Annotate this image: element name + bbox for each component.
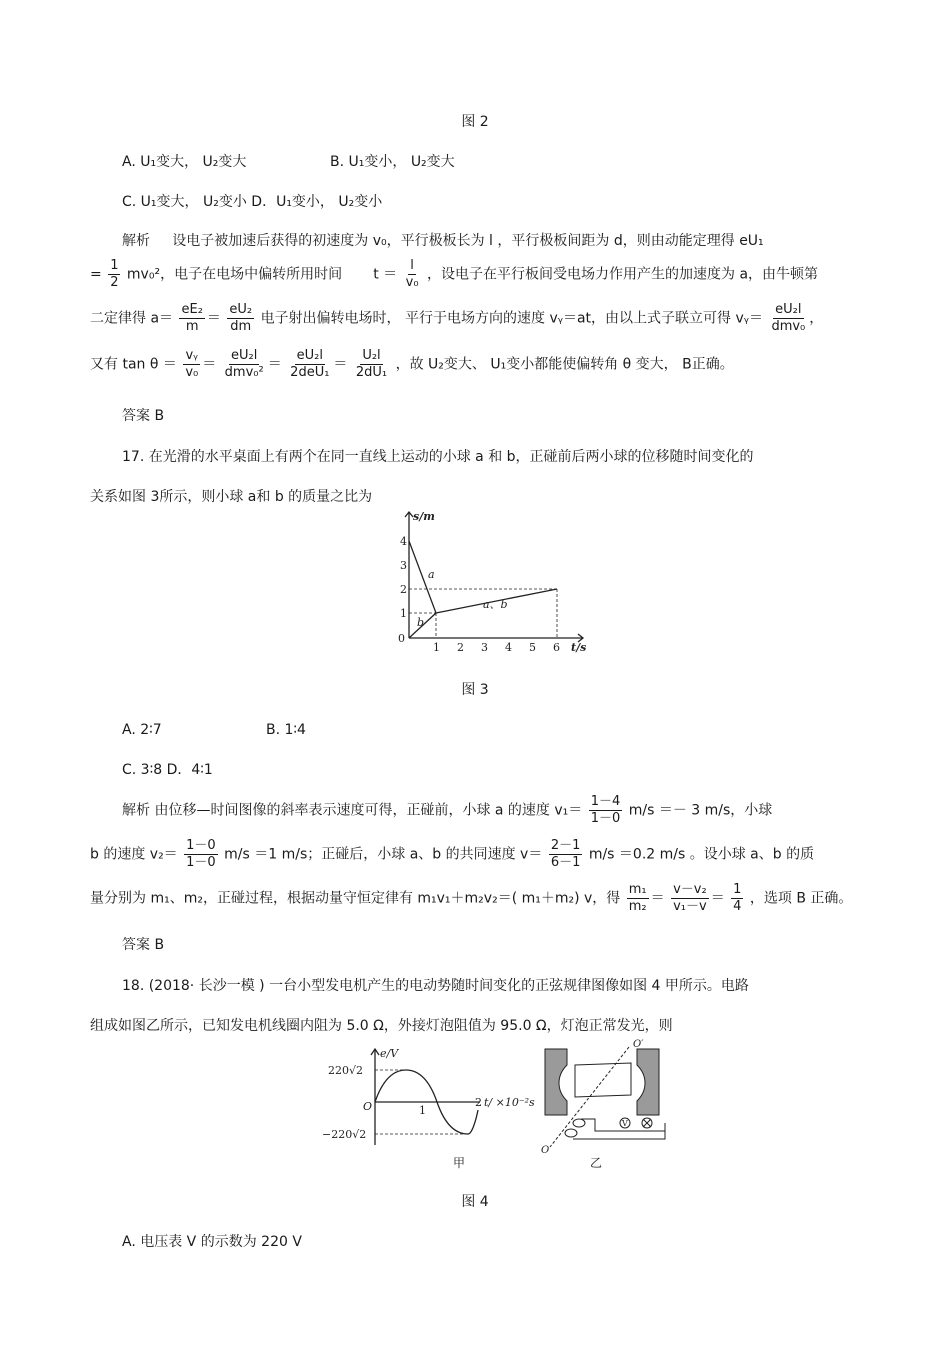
analysis-text: ，设电子在平行板间受电场力作用产生的加速度为 a，由牛顿第 (427, 266, 819, 283)
analysis-text: mv₀²，电子在电场中偏转所用时间 (126, 266, 343, 283)
q18-stem-line2: 组成如图乙所示，已知发电机线圈内阻为 5.0 Ω，外接灯泡阻值为 95.0 Ω，灯泡正常发光，则 (90, 1018, 673, 1034)
figure-3-caption: 图 3 (461, 682, 489, 698)
analysis-text: m/s ＝1 m/s；正碰后，小球 a、b 的共同速度 v＝ (224, 846, 543, 863)
x-tick-label: 1 (419, 1104, 426, 1117)
generator-diagram (535, 1035, 675, 1175)
axis-label-top: O′ (633, 1039, 644, 1050)
analysis-label: 解析 (122, 233, 150, 249)
q17-answer: 答案 B (122, 937, 165, 953)
slip-ring (565, 1129, 577, 1137)
fraction: $\frac{1-4}{1-0}$ (590, 794, 621, 826)
fraction: $\frac{\text{v－v₂}}{\text{v₁－v}}$ (673, 882, 707, 914)
x-axis-label: t/ ×10⁻²s (484, 1096, 535, 1109)
q17-stem-line2: 关系如图 3所示，则小球 a和 b 的质量之比为 (90, 489, 373, 505)
fraction: $\frac{2-1}{6-1}$ (550, 838, 581, 870)
x-tick-label: 5 (529, 641, 536, 654)
q16-option-cd: C. U₁变大， U₂变小 D．U₁变小， U₂变小 (122, 194, 383, 210)
q16-analysis-line4: 又有 tan θ ＝ $\frac{\text{vᵧ}}{\text{v₀}}$ ＝ $\frac{\text{eU₂l}}{\text{dmv₀²}}$ ＝ $\frac{\text{eU₂l}}{\text{2deU₁}}$ ＝ $\frac{\text{U₂l}}{\text{2dU₁}}$ ，故 U₂变大、 U₁变小都能使偏转角 θ 变大， B正确。 (90, 348, 734, 380)
series-label-a: a (428, 568, 435, 581)
fraction: $\frac{\text{eU₂l}}{\text{dmv₀²}}$ (224, 348, 264, 380)
y-tick-label: 2 (400, 583, 407, 596)
figure-label-jia: 甲 (453, 1156, 466, 1170)
x-tick-label: 4 (505, 641, 512, 654)
fraction: $\frac{\text{m₁}}{\text{m₂}}$ (628, 882, 647, 914)
emf-sine-graph (320, 1045, 535, 1175)
y-tick-label: 3 (400, 559, 407, 572)
fraction-half: $\frac{1}{2}$ (110, 258, 119, 290)
analysis-text: 二定律得 a＝ (90, 310, 174, 327)
magnet-south (637, 1049, 659, 1115)
figure-2-caption: 图 2 (461, 114, 489, 130)
origin-label: O (363, 1100, 373, 1113)
y-tick-label: 1 (400, 607, 407, 620)
x-tick-label: 3 (481, 641, 488, 654)
fraction: $\frac{\text{eU₂l}}{\text{2deU₁}}$ (290, 348, 330, 380)
x-tick-label: 2 (457, 641, 464, 654)
series-label-b: b (417, 616, 425, 629)
fraction: $\frac{\text{eU₂}}{dm}$ (229, 302, 253, 334)
analysis-text: ，故 U₂变大、 U₁变小都能使偏转角 θ 变大， B正确。 (395, 356, 734, 373)
q17-stem-line1: 17. 在光滑的水平桌面上有两个在同一直线上运动的小球 a 和 b，正碰前后两小球的位移随时间变化的 (122, 449, 754, 465)
y-axis-label: e/V (380, 1047, 399, 1060)
fraction: $\frac{\text{eE₂}}{m}$ (181, 302, 203, 334)
analysis-text: m/s ＝0.2 m/s 。设小球 a、b 的质 (588, 846, 815, 863)
series-label-ab: a、b (483, 598, 508, 611)
q16-option-a: A. U₁变大， U₂变大 (122, 154, 247, 170)
voltmeter-label: V (622, 1119, 628, 1128)
q17-option-a: A. 2∶7 (122, 722, 162, 738)
q17-option-cd: C. 3∶8 D．4∶1 (122, 762, 213, 778)
analysis-text: 解析 由位移—时间图像的斜率表示速度可得，正碰前，小球 a 的速度 v₁＝ (122, 802, 583, 819)
q17-analysis-line3: 量分别为 m₁、m₂，正碰过程，根据动量守恒定律有 m₁v₁＋m₂v₂＝( m₁＋m₂) v，得 $\frac{\text{m₁}}{\text{m₂}}$ ＝ $\frac{\text{v－v₂}}{\text{v₁－v}}$ ＝ $\frac{1}{4}$ ，选项 B 正确。 (90, 882, 853, 914)
fraction: $\frac{\text{eU₂l}}{\text{dmv₀}}$ (771, 302, 806, 334)
analysis-text: 电子射出偏转电场时， 平行于电场方向的速度 vᵧ＝at，由以上式子联立可得 vᵧ＝ (260, 310, 763, 327)
equals-sign: = (90, 266, 102, 283)
analysis-text: 设电子被加速后获得的初速度为 v₀，平行极板长为 l ，平行极板间距为 d，则由动能定理得 eU₁ (172, 233, 764, 249)
q16-option-b: B. U₁变小， U₂变大 (330, 154, 455, 170)
fraction: $\frac{\text{vᵧ}}{\text{v₀}}$ (185, 348, 199, 380)
analysis-text: ，选项 B 正确。 (749, 890, 853, 907)
fraction: $\frac{1}{4}$ (733, 882, 742, 914)
q18-option-a: A. 电压表 V 的示数为 220 V (122, 1234, 302, 1250)
q17-analysis-line1 (122, 794, 772, 827)
x-axis-label: t/s (571, 641, 587, 654)
figure-label-yi: 乙 (590, 1156, 603, 1170)
y-tick-label: 4 (400, 535, 407, 548)
y-axis-label: s/m (413, 510, 435, 523)
q17-option-b: B. 1∶4 (266, 722, 306, 738)
slip-ring (573, 1119, 585, 1127)
analysis-text: 量分别为 m₁、m₂，正碰过程，根据动量守恒定律有 m₁v₁＋m₂v₂＝( m₁＋m₂) v，得 (90, 890, 621, 907)
fraction: $\frac{\text{U₂l}}{\text{2dU₁}}$ (355, 348, 388, 380)
axis-label-bottom: O (541, 1145, 550, 1156)
q16-analysis-line1 (122, 231, 764, 251)
x-tick-label: 6 (553, 641, 560, 654)
analysis-text: 又有 tan θ ＝ (90, 356, 177, 373)
x-tick-label: 2 (475, 1096, 482, 1109)
y-tick-label: 0 (398, 632, 405, 645)
q18-stem-line1: 18. (2018· 长沙一模 ) 一台小型发电机产生的电动势随时间变化的正弦规律图像如图 4 甲所示。电路 (122, 978, 749, 994)
analysis-text: b 的速度 v₂＝ (90, 846, 178, 863)
magnet-north (545, 1049, 567, 1115)
q16-answer: 答案 B (122, 408, 165, 424)
fraction: $\frac{1-0}{1-0}$ (186, 838, 216, 870)
figure-4-caption: 图 4 (461, 1194, 489, 1210)
displacement-time-graph (395, 508, 595, 658)
peak-label: 220√2 (328, 1064, 364, 1077)
trough-label: −220√2 (322, 1128, 367, 1141)
q17-analysis-line2 (90, 838, 814, 871)
analysis-text: m/s ＝－ 3 m/s，小球 (628, 802, 773, 819)
time-symbol: t ＝ (373, 266, 398, 283)
x-tick-label: 1 (433, 641, 440, 654)
q16-analysis-line2 (90, 258, 818, 291)
q16-analysis-line3: 二定律得 a＝ $\frac{\text{eE₂}}{m}$ ＝ $\frac{\text{eU₂}}{dm}$ 电子射出偏转电场时， 平行于电场方向的速度 vᵧ＝at，由以上式子联立可得 vᵧ＝ $\frac{\text{eU₂l}}{\text{dmv₀}}$ ， (90, 302, 824, 334)
fraction-time: $\frac{l}{\text{v₀}}$ (405, 258, 419, 290)
